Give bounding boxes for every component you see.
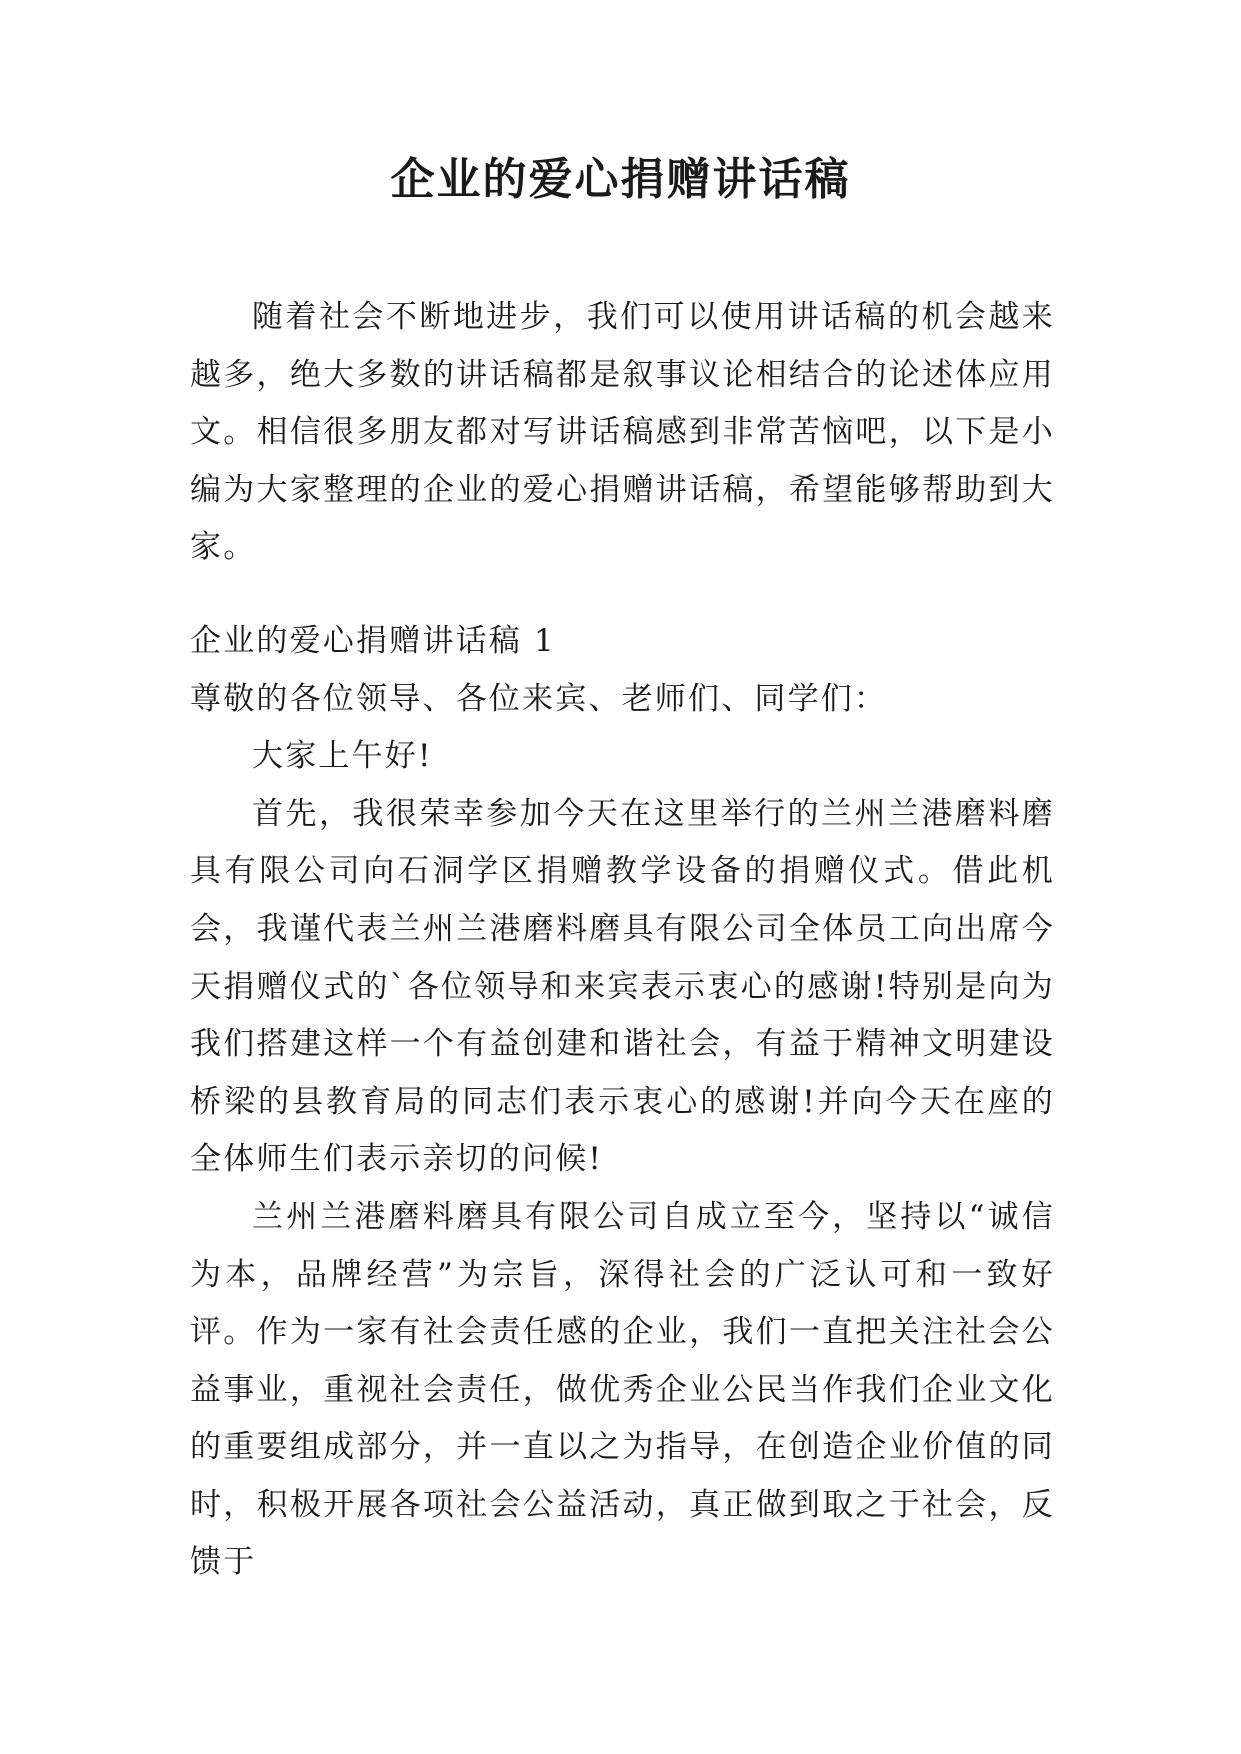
section-heading: 企业的爱心捐赠讲话稿 1: [190, 622, 556, 659]
body-paragraph: 兰州兰港磨料磨具有限公司自成立至今，坚持以“诚信为本，品牌经营”为宗旨，深得社会的广泛认可和一致好评。作为一家有社会责任感的企业，我们一直把关注社会公益事业，重视社会责任，做优秀企业公民当作我们企业文化的重要组成部分，并一直以之为指导，在创造企业价值的同时，积极开展各项社会公益活动，真正做到取之于社会，反馈于: [190, 1198, 1055, 1581]
greeting: 大家上午好!: [252, 738, 433, 775]
salutation: 尊敬的各位领导、各位来宾、老师们、同学们：: [190, 680, 888, 717]
section-spacer: [190, 577, 1055, 613]
body-paragraph: 首先，我很荣幸参加今天在这里举行的兰州兰港磨料磨具有限公司向石洞学区捐赠教学设备的捐赠仪式。借此机会，我谨代表兰州兰港磨料磨具有限公司全体员工向出席今天捐赠仪式的`各位领导和来宾表示衷心的感谢!特别是向为我们搭建这样一个有益创建和谐社会，有益于精神文明建设桥梁的县教育局的同志们表示衷心的感谢!并向今天在座的全体师生们表示亲切的问候!: [190, 795, 1055, 1178]
document-body: [190, 289, 1055, 1592]
document-title: 企业的爱心捐赠讲话稿: [390, 154, 851, 205]
intro-paragraph: 随着社会不断地进步，我们可以使用讲话稿的机会越来越多，绝大多数的讲话稿都是叙事议论相结合的论述体应用文。相信很多朋友都对写讲话稿感到非常苦恼吧，以下是小编为大家整理的企业的爱心捐赠讲话稿，希望能够帮助到大家。: [190, 299, 1055, 566]
